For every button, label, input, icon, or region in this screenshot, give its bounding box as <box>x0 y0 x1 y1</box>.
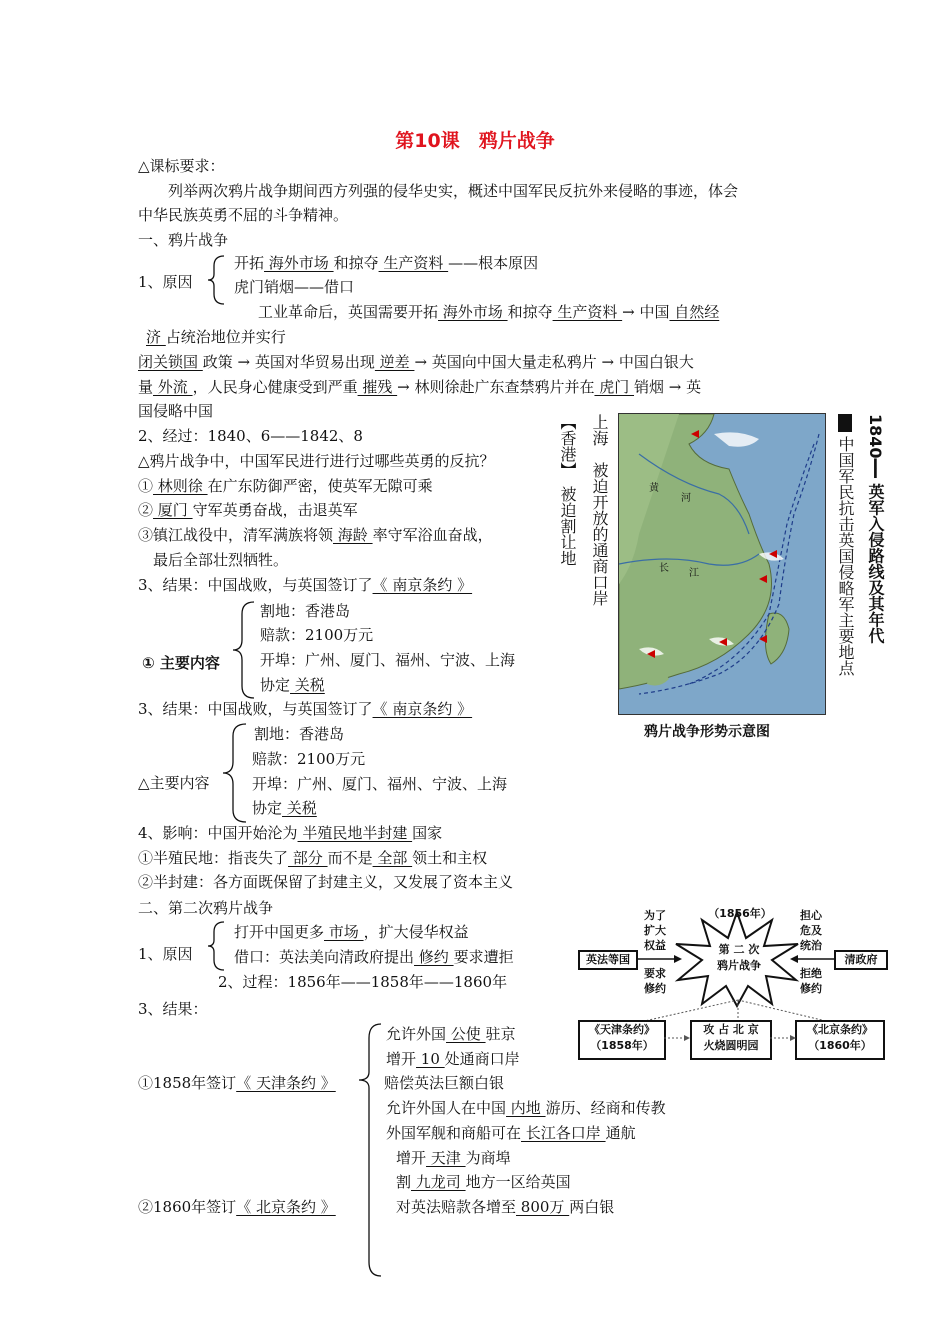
diagram-label: 扩大 <box>644 924 666 937</box>
diagram-label: 危及 <box>800 924 822 937</box>
treaty-item: 允许外国人在中国 内地 游历、经商和传教 <box>386 1099 666 1117</box>
burn-box: 攻 占 北 京 火烧圆明园 <box>690 1020 772 1060</box>
treaty-item: 允许外国 公使 驻京 <box>386 1025 516 1043</box>
treaty-item: 对英法赔款各增至 800万 两白银 <box>396 1198 615 1216</box>
allies-box: 英法等国 <box>578 950 638 970</box>
result-line: 3、结果：中国战败，与英国签订了《 南京条约 》 <box>138 700 473 718</box>
content-item: 割地：香港岛 <box>254 725 345 743</box>
cause-label: 1、原因 <box>138 273 193 291</box>
treaty-label: ②1860年签订《 北京条约 》 <box>138 1198 336 1216</box>
paragraph-line: 国侵略中国 <box>138 402 214 420</box>
impact-line: 4、影响：中国开始沦为 半殖民地半封建 国家 <box>138 824 443 842</box>
diagram-label: 修约 <box>644 982 666 995</box>
map-legend: 1840━━ 英军入侵路线及其年代 <box>866 414 885 644</box>
result-line: 3、结果：中国战败，与英国签订了《 南京条约 》 <box>138 576 473 594</box>
resist-question: △鸦片战争中，中国军民进行进行过哪些英勇的反抗？ <box>138 452 495 470</box>
intro-text: 列举两次鸦片战争期间西方列强的侵华史实，概述中国军民反抗外来侵略的事迹，体会 <box>168 182 739 200</box>
diagram-label: 要求 <box>644 967 666 980</box>
treaty-label: ①1858年签订《 天津条约 》 <box>138 1074 336 1092</box>
diagram-label: 为了 <box>644 909 666 922</box>
content-item: 协定 关税 <box>260 676 325 694</box>
impact-line: ②半封建：各方面既保留了封建主义，又发展了资本主义 <box>138 873 514 891</box>
arrow <box>664 1034 690 1042</box>
diagram-year: （1856年） <box>708 907 772 920</box>
map-label: 长 <box>659 563 669 574</box>
arrow <box>790 955 834 963</box>
brace <box>220 722 250 824</box>
paragraph-line: 济 占统治地位并实行 <box>146 328 286 346</box>
intro-label: △课标要求： <box>138 157 225 175</box>
impact-line: ①半殖民地：指丧失了 部分 而不是 全部 领土和主权 <box>138 849 488 867</box>
map-label: 河 <box>681 493 691 504</box>
intro-text-2: 中华民族英勇不屈的斗争精神。 <box>138 206 349 224</box>
arrow <box>634 955 682 963</box>
map-figure <box>618 413 826 715</box>
content-item: 开埠：广州、厦门、福州、宁波、上海 <box>260 651 516 669</box>
diagram-label: 权益 <box>644 939 666 952</box>
diagram-center: 第 二 次 <box>718 943 760 956</box>
resist-item: ③镇江战役中，清军满族将领 海龄 率守军浴血奋战， <box>138 526 493 544</box>
cause-label: 1、原因 <box>138 945 193 963</box>
cause-line: 打开中国更多 市场 ，扩大侵华权益 <box>234 923 469 941</box>
content-item: 赔款：2100万元 <box>252 750 366 768</box>
map-image <box>619 414 825 714</box>
diagram-label: 担心 <box>800 909 822 922</box>
resist-item: 最后全部壮烈牺牲。 <box>153 551 289 569</box>
map-legend: 中国军民抗击英国侵略军主要地点 <box>834 414 856 676</box>
map-label: 江 <box>689 568 699 579</box>
section-heading: 二、第二次鸦片战争 <box>138 899 274 917</box>
paragraph-line: 闭关锁国 政策 → 英国对华贸易出现 逆差 → 英国向中国大量走私鸦片 → 中国白银大 <box>138 353 694 371</box>
cause-line: 开拓 海外市场 和掠夺 生产资料 ——根本原因 <box>234 254 539 272</box>
content-item: 开埠：广州、厦门、福州、宁波、上海 <box>252 775 508 793</box>
brace <box>355 1022 385 1280</box>
beijing-box: 《北京条约》 （1860年） <box>795 1020 885 1060</box>
map-legend: 【香港】 被迫割让地 <box>558 414 577 566</box>
brace <box>206 920 228 972</box>
treaty-item: 割 九龙司 地方一区给英国 <box>396 1173 571 1191</box>
result-line: 3、结果： <box>138 1000 208 1018</box>
diagram-label: 拒绝 <box>800 967 822 980</box>
page-title: 第10课 鸦片战争 <box>395 130 555 152</box>
diagram-label: 统治 <box>800 939 822 952</box>
content-label: ① 主要内容 <box>142 654 220 672</box>
course: 2、经过：1840、6——1842、8 <box>138 427 363 445</box>
cause-line: 借口：英法美向清政府提出 修约 要求遭拒 <box>234 948 514 966</box>
content-item: 割地：香港岛 <box>260 602 351 620</box>
treaty-item: 外国军舰和商船可在 长江各口岸 通航 <box>386 1124 636 1142</box>
diagram-center: 鸦片战争 <box>717 959 761 972</box>
map-legend: 上海 被迫开放的通商口岸 <box>590 414 609 606</box>
content-item: 协定 关税 <box>252 799 317 817</box>
brace <box>206 254 228 306</box>
paragraph-line: 量 外流 ，人民身心健康受到严重 摧残 → 林则徐赴广东查禁鸦片并在 虎门 销烟 → 英 <box>138 378 702 396</box>
tianjin-box: 《天津条约》 （1858年） <box>578 1020 666 1060</box>
brace <box>230 600 258 700</box>
treaty-item: 增开 10 处通商口岸 <box>386 1050 520 1068</box>
paragraph-line: 工业革命后，英国需要开拓 海外市场 和掠夺 生产资料 → 中国 自然经 <box>258 303 720 321</box>
arrow <box>770 1034 796 1042</box>
cause-line: 虎门销烟——借口 <box>234 278 355 296</box>
diagram-label: 修约 <box>800 982 822 995</box>
course: 2、过程：1856年——1858年——1860年 <box>218 973 508 991</box>
content-label: △主要内容 <box>138 774 210 792</box>
resist-item: ① 林则徐 在广东防御严密，使英军无隙可乘 <box>138 477 433 495</box>
map-label: 黄 <box>649 483 659 494</box>
map-caption: 鸦片战争形势示意图 <box>644 724 770 740</box>
content-item: 赔款：2100万元 <box>260 626 374 644</box>
treaty-item: 赔偿英法巨额白银 <box>384 1074 505 1092</box>
treaty-item: 增开 天津 为商埠 <box>396 1149 511 1167</box>
qing-box: 清政府 <box>834 950 888 970</box>
section-heading: 一、鸦片战争 <box>138 231 229 249</box>
resist-item: ② 厦门 守军英勇奋战，击退英军 <box>138 501 358 519</box>
